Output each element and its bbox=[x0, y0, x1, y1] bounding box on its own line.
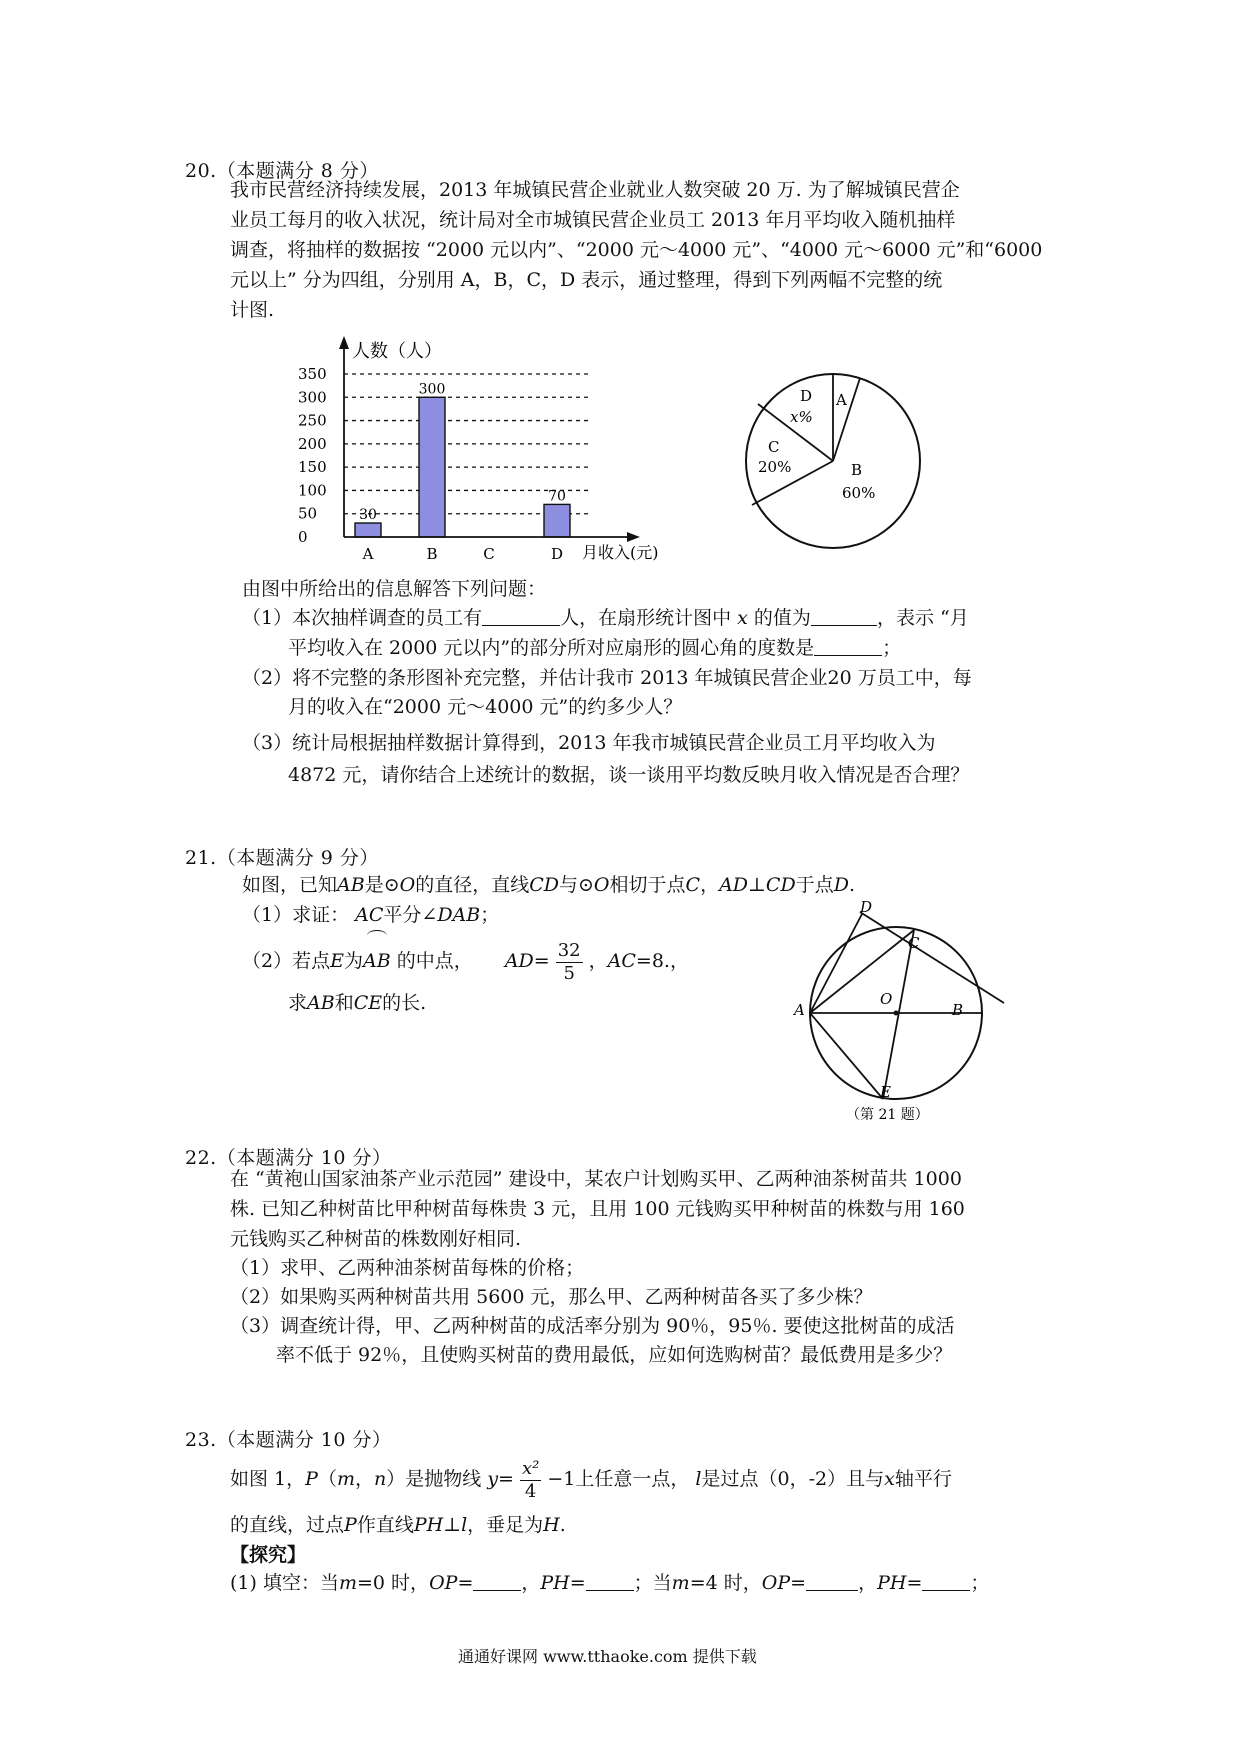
q23-text: ， bbox=[354, 1468, 374, 1490]
q22-part2: （2）如果购买两种树苗共用 5600 元，那么甲、乙两种树苗各买了多少株？ bbox=[230, 1286, 873, 1308]
bar-chart bbox=[290, 330, 690, 565]
q20-line: 我市民营经济持续发展，2013 年城镇民营企业就业人数突破 20 万. 为了解城镇民营企 bbox=[230, 179, 960, 201]
segment-ad bbox=[810, 914, 862, 1013]
q21-var: AB bbox=[362, 950, 391, 972]
q21-var: O bbox=[399, 874, 416, 896]
q23-text: 作直线 bbox=[356, 1514, 414, 1536]
q21-text: 与⊙ bbox=[559, 874, 594, 896]
q22-part3: （3）调查统计得，甲、乙两种树苗的成活率分别为 90％，95％. 要使这批树苗的成活 bbox=[230, 1315, 955, 1337]
page-footer: 通通好课网 www.tthaoke.com 提供下载 bbox=[458, 1647, 757, 1666]
q21-figure bbox=[780, 895, 1020, 1125]
q23-text: = bbox=[457, 1572, 474, 1594]
q23-var: m bbox=[671, 1572, 690, 1594]
q23-var: y bbox=[487, 1468, 499, 1490]
q21-arc-ab bbox=[363, 936, 391, 986]
q23-text: ； bbox=[970, 1572, 990, 1594]
q21-var: CD bbox=[529, 874, 559, 896]
q21-text: =8.， bbox=[635, 950, 689, 972]
bar bbox=[419, 397, 445, 537]
y-tick-label: 100 bbox=[298, 481, 327, 500]
q23-text: ， bbox=[858, 1572, 878, 1594]
pie-value-d: x% bbox=[790, 408, 813, 426]
q20-part1 bbox=[242, 603, 969, 633]
q22-stem bbox=[230, 1164, 965, 1254]
q20-part1-text: 平均收入在 2000 元以内”的部分所对应扇形的圆心角的度数是 bbox=[288, 637, 815, 659]
center-point bbox=[894, 1011, 899, 1016]
q23-fraction bbox=[520, 1458, 541, 1503]
q23-text: 如图 1， bbox=[230, 1468, 306, 1490]
q21-var: AB bbox=[307, 992, 335, 1014]
q22-line: 元钱购买乙种树苗的株数刚好相同. bbox=[230, 1228, 522, 1250]
q23-stem-line1 bbox=[230, 1454, 952, 1504]
segment-ce bbox=[883, 930, 914, 1099]
q21-text: 相切于点 bbox=[609, 874, 686, 896]
x-axis-label: 月收入(元) bbox=[582, 543, 659, 562]
q21-text: 的直径，直线 bbox=[415, 874, 530, 896]
x-category-label: C bbox=[483, 545, 495, 563]
q21-text: 的中点， bbox=[396, 950, 473, 972]
q20-part2: （2）将不完整的条形图补充完整，并估计我市 2013 年城镇民营企业20 万员工中，每 bbox=[242, 667, 972, 689]
label-a: A bbox=[794, 1001, 805, 1019]
q23-var: PH bbox=[413, 1514, 444, 1536]
pie-label-a: A bbox=[836, 391, 847, 409]
bar bbox=[355, 523, 381, 537]
q20-part1-text: 的值为 bbox=[753, 607, 811, 629]
x-category-label: D bbox=[550, 545, 564, 563]
q22-part1: （1）求甲、乙两种油茶树苗每株的价格； bbox=[230, 1257, 585, 1279]
fraction-denominator: 5 bbox=[563, 962, 575, 984]
q21-text: 和 bbox=[334, 992, 354, 1014]
q20-line: 元以上” 分为四组，分别用 A，B，C，D 表示，通过整理，得到下列两幅不完整的统 bbox=[230, 269, 943, 291]
q23-text: ；当 bbox=[633, 1572, 672, 1594]
answer-blank[interactable] bbox=[482, 605, 560, 626]
q21-text: 于点 bbox=[795, 874, 834, 896]
q23-text: 轴平行 bbox=[894, 1468, 952, 1490]
bar-chart-categories bbox=[362, 545, 563, 563]
q20-part1-text: ，表示 “月 bbox=[876, 607, 969, 629]
y-tick-label: 0 bbox=[298, 528, 308, 546]
q21-part2 bbox=[242, 936, 689, 986]
q21-text: . bbox=[848, 874, 855, 896]
q20-intro: 由图中所给出的信息解答下列问题： bbox=[242, 578, 547, 600]
x-category-label: B bbox=[426, 545, 438, 563]
q23-var: OP bbox=[761, 1572, 791, 1594]
q23-var: l bbox=[695, 1468, 702, 1490]
label-o: O bbox=[880, 990, 893, 1008]
pie-label-b: B bbox=[851, 461, 863, 479]
answer-blank[interactable] bbox=[473, 1570, 521, 1591]
bar-data-label: 30 bbox=[359, 507, 377, 524]
q23-var: n bbox=[374, 1468, 387, 1490]
q23-stem-line2 bbox=[230, 1510, 566, 1540]
answer-blank[interactable] bbox=[586, 1570, 634, 1591]
q21-text: ， bbox=[588, 950, 608, 972]
q23-text: 的直线，过点 bbox=[230, 1514, 345, 1536]
q23-text: = bbox=[498, 1468, 514, 1490]
pie-value-b: 60% bbox=[842, 484, 876, 502]
q23-text: ，垂足为 bbox=[467, 1514, 544, 1536]
q22-heading: 22.（本题满分 10 分） bbox=[185, 1147, 392, 1169]
q23-text: 是过点（0，-2）且与 bbox=[701, 1468, 885, 1490]
q21-text: 是⊙ bbox=[364, 874, 400, 896]
answer-blank[interactable] bbox=[814, 635, 882, 656]
q21-var: AC bbox=[355, 904, 384, 926]
q21-text: 平分∠ bbox=[383, 904, 438, 926]
q23-text: = bbox=[790, 1572, 807, 1594]
q21-text: ， bbox=[700, 874, 720, 896]
fraction-numerator: x² bbox=[521, 1457, 540, 1479]
y-tick-label: 150 bbox=[298, 458, 327, 477]
q20-part1-text: ； bbox=[882, 637, 902, 659]
q21-text: 如图，已知 bbox=[242, 874, 338, 896]
answer-blank[interactable] bbox=[811, 605, 877, 626]
q21-heading: 21.（本题满分 9 分） bbox=[185, 847, 379, 869]
q20-part1-text: 人，在扇形统计图中 bbox=[560, 607, 732, 629]
q20-line: 调查，将抽样的数据按 “2000 元以内”、“2000 元～4000 元”、“4000 元～6000 元”和“6000 bbox=[230, 239, 1043, 261]
y-axis-arrow-icon bbox=[339, 336, 349, 349]
q23-var: H bbox=[543, 1514, 560, 1536]
q23-var: x bbox=[884, 1468, 895, 1490]
q22-line: 株. 已知乙种树苗比甲种树苗每株贵 3 元，且用 100 元钱购买甲种树苗的株数与用 160 bbox=[230, 1198, 965, 1220]
q23-heading: 23.（本题满分 10 分） bbox=[185, 1429, 392, 1451]
q23-text: ⊥ bbox=[443, 1514, 462, 1536]
figure-caption: （第 21 题） bbox=[846, 1107, 929, 1123]
q23-var: PH bbox=[540, 1572, 570, 1594]
y-axis-label: 人数（人） bbox=[352, 341, 442, 362]
q20-part1-text: （1）本次抽样调查的员工有 bbox=[242, 607, 483, 629]
q23-text: =0 时， bbox=[357, 1572, 430, 1594]
q21-text: = bbox=[533, 950, 550, 972]
q20-line: 业员工每月的收入状况，统计局对全市城镇民营企业员工 2013 年月平均收入随机抽样 bbox=[230, 209, 956, 231]
label-d: D bbox=[860, 898, 873, 916]
q21-var: D bbox=[833, 874, 849, 896]
q21-var: AD bbox=[719, 874, 749, 896]
pie-chart bbox=[740, 370, 930, 555]
q23-var: m bbox=[338, 1572, 357, 1594]
bar-data-label: 70 bbox=[548, 488, 566, 505]
q21-var: AC bbox=[607, 950, 636, 972]
q21-var: C bbox=[685, 874, 701, 896]
y-tick-label: 200 bbox=[298, 434, 327, 453]
q23-text: = bbox=[569, 1572, 586, 1594]
q23-text: （ bbox=[317, 1468, 337, 1490]
pie-value-c: 20% bbox=[758, 458, 792, 476]
q23-text: −1上任意一点， bbox=[547, 1468, 690, 1490]
q21-part1 bbox=[242, 900, 499, 930]
q21-var: CD bbox=[765, 874, 796, 896]
answer-blank[interactable] bbox=[922, 1570, 970, 1591]
q21-text: ⊥ bbox=[748, 874, 766, 896]
q21-fraction bbox=[556, 940, 583, 985]
x-category-label: A bbox=[362, 545, 374, 563]
q22-line: 在 “黄袍山国家油茶产业示范园” 建设中，某农户计划购买甲、乙两种油茶树苗共 1000 bbox=[230, 1168, 962, 1190]
q20-part1-cont bbox=[288, 633, 901, 663]
fraction-denominator: 4 bbox=[524, 1480, 537, 1502]
q23-var: OP bbox=[429, 1572, 458, 1594]
pie-label-d: D bbox=[800, 387, 813, 405]
bar-chart-data-labels bbox=[359, 381, 566, 523]
q20-part3-cont: 4872 元，请你结合上述统计的数据，谈一谈用平均数反映月收入情况是否合理？ bbox=[288, 764, 970, 786]
q21-text: 的长. bbox=[382, 992, 427, 1014]
q20-part2-cont: 月的收入在“2000 元～4000 元”的约多少人？ bbox=[288, 696, 683, 718]
y-tick-label: 50 bbox=[298, 504, 318, 523]
q21-var: AB bbox=[337, 874, 365, 896]
q21-text: 为 bbox=[343, 950, 363, 972]
y-tick-label: 250 bbox=[298, 411, 327, 430]
q21-var: AD bbox=[504, 950, 534, 972]
segment-ac bbox=[810, 930, 914, 1013]
bar-chart-y-ticks bbox=[298, 365, 327, 546]
q23-text: = bbox=[906, 1572, 923, 1594]
q21-text: （1）求证： bbox=[242, 904, 350, 926]
q20-heading: 20.（本题满分 8 分） bbox=[185, 160, 379, 182]
bar bbox=[544, 504, 570, 537]
q20-stem bbox=[230, 175, 1042, 325]
pie-label-c: C bbox=[768, 438, 780, 456]
q23-text: (1) 填空：当 bbox=[230, 1572, 339, 1594]
fraction-numerator: 32 bbox=[557, 939, 581, 961]
q23-text: . bbox=[559, 1514, 566, 1536]
q21-stem bbox=[242, 870, 855, 900]
q21-var: CE bbox=[353, 992, 383, 1014]
label-b: B bbox=[952, 1001, 964, 1019]
q23-fill-in bbox=[230, 1568, 989, 1598]
q21-text: 求 bbox=[288, 992, 308, 1014]
q21-part2-cont bbox=[288, 988, 426, 1018]
q21-var: DAB bbox=[437, 904, 481, 926]
q23-var: l bbox=[461, 1514, 468, 1536]
bar-data-label: 300 bbox=[418, 381, 446, 398]
q23-var: P bbox=[305, 1468, 318, 1490]
q23-explore-heading: 【探究】 bbox=[230, 1544, 307, 1566]
q23-var: P bbox=[344, 1514, 357, 1536]
y-tick-label: 350 bbox=[298, 365, 327, 383]
q22-part3-cont: 率不低于 92％，且使购买树苗的费用最低，应如何选购树苗？最低费用是多少？ bbox=[276, 1344, 953, 1366]
answer-blank[interactable] bbox=[806, 1570, 858, 1591]
q23-text: ）是抛物线 bbox=[386, 1468, 482, 1490]
q21-text: （2）若点 bbox=[242, 950, 331, 972]
q21-text: ； bbox=[480, 904, 500, 926]
q23-text: ， bbox=[521, 1572, 541, 1594]
y-tick-label: 300 bbox=[298, 388, 327, 407]
label-c: C bbox=[908, 934, 920, 952]
q20-part3: （3）统计局根据抽样数据计算得到，2013 年我市城镇民营企业员工月平均收入为 bbox=[242, 732, 936, 754]
q23-var: PH bbox=[877, 1572, 907, 1594]
q23-var: m bbox=[336, 1468, 355, 1490]
q20-line: 计图. bbox=[230, 299, 275, 321]
q20-part1-var: x bbox=[737, 607, 748, 629]
q21-var: O bbox=[593, 874, 610, 896]
arc-mark-icon bbox=[367, 930, 387, 941]
x-axis-arrow-icon bbox=[627, 532, 640, 542]
q23-text: =4 时， bbox=[689, 1572, 762, 1594]
q21-var: E bbox=[330, 950, 344, 972]
label-e: E bbox=[880, 1083, 891, 1101]
